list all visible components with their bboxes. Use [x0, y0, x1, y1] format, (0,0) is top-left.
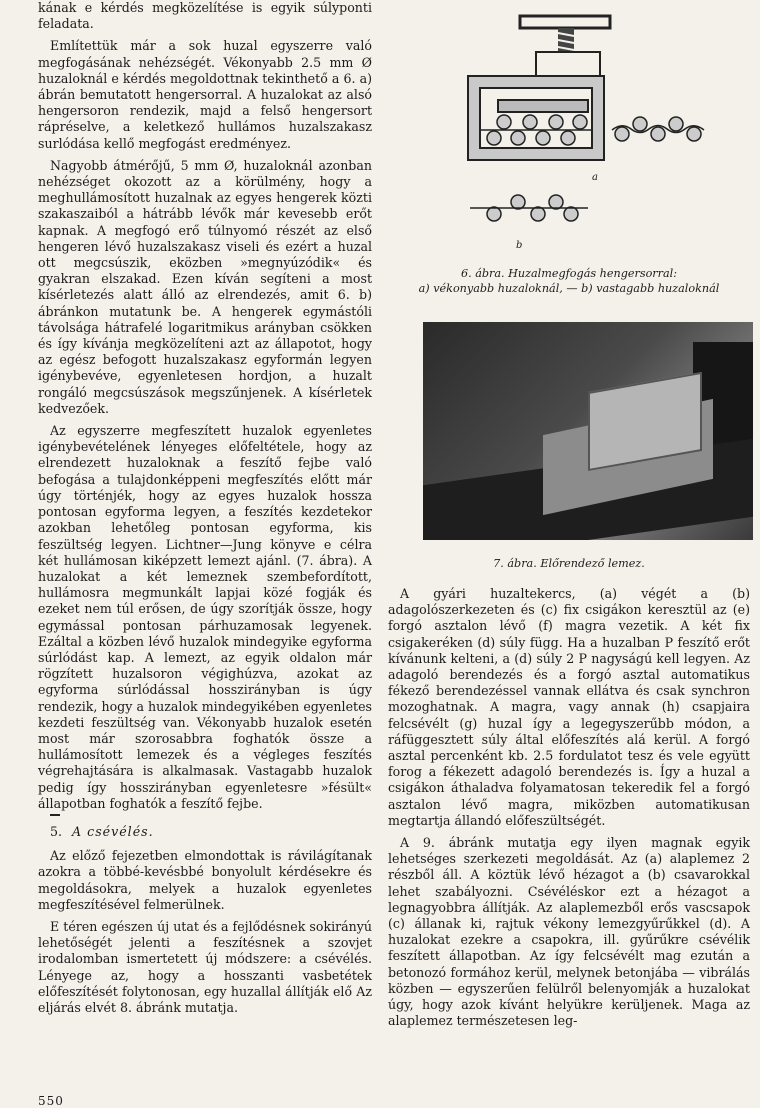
caption-line: a) vékonyabb huzaloknál, — b) vastagabb huzaloknál [418, 282, 720, 295]
pressure-plate [498, 100, 588, 112]
section-heading [38, 824, 372, 840]
paragraph: Az egyszerre megfeszített huzalok egyenletes igénybevételének lényeges előfeltétele, hogy az elrendezett huzaloknak a feszítő fejbe való befogása a tulajdonképpeni megfeszítés előtt már úgy történjék, hogy az egyes huzalok hossza pontosan egyforma legyen, a feszítés kezdetekor azokban lehetőleg pontosan egyforma, kis feszültség legyen. Lichtner—Jung könyve e célra két hullámosan kiképzett lemezt ajánl. (7. ábra). A huzalokat a két lemeznek szembefordított, hullámosra megmunkált lapjai közé fogják és ezeket nem túl erősen, de úgy szorítják össze, hogy egymással pontosan párhuzamosak legyenek. Ezáltal a közben lévő huzalok mindegyike egyforma súrlódást kap. A lemezt, az egyik oldalon már rögzített huzalsoron végighúzva, azokat az egyforma súrlódással hosszirányban is úgy rendezik, hogy a huzalok mindegyikében egyenletes kezdeti feszültség van. Vékonyabb huzalok esetén most már szorosabbra foghatók össze a hullámosított lemezek és a végleges feszítés végrehajtására is alkalmasak. Vastagabb huzalok pedig így hosszirányban egyenletesre »fésült« állapotban foghatók a feszítő fejbe. [38, 423, 372, 811]
paragraph: Nagyobb átmérőjű, 5 mm Ø, huzaloknál azonban nehézséget okozott az a körülmény, hogy a meghullámosított huzalnak az egyes hengerek közti szakaszaiból a hátrább lévők már kevesebb erőt kapnak. A megfogó erő túlnyomó részét az első hengeren lévő huzalszakasz viseli és ezért a huzal ott megcsúszik, eközben »megnyúzódik« és gyakran elszakad. Ezen kíván segíteni a most kísérletezés alatt álló az elrendezés, amit 6. b) ábránkon mutatunk be. A hengerek egymástóli távolsága hátrafelé logaritmikus arányban csökken és így kívánja megközelíteni azt az állapotot, hogy az egész befogott huzalszakasz egyformán legyen igénybevéve, egyenletesen hordjon, a huzalt rongáló megcsúszások megszűnjenek. A kísérletek kedvezőek. [38, 157, 372, 416]
caption-line: 6. ábra. Huzalmegfogás hengersorral: [460, 267, 678, 280]
screw-handle [520, 16, 610, 28]
figure-7-caption: 7. ábra. Előrendező lemez. [493, 557, 645, 570]
right-text-column [388, 586, 750, 1029]
label-a: a [592, 172, 598, 183]
section-divider [50, 814, 60, 816]
section-number: 5. [50, 823, 63, 839]
label-b: b [516, 240, 523, 251]
figure-7-photo [423, 322, 753, 540]
figure-6-caption [388, 266, 750, 296]
paragraph: A 9. ábránk mutatja egy ilyen magnak egyik lehetséges szerkezeti megoldását. Az (a) alaplemez 2 részből áll. A köztük lévő hézagot a (b) csavarokkal lehet szabályozni. Csévéléskor ezt a hézagot a legnagyobbra állítják. Az alaplemezből erős vascsapok (c) állanak ki, rajtuk vékony lemezgyűrűkkel (d). A huzalokat ezekre a csapokra, ill. gyűrűkre csévélik feszített állapotban. Az így felcsévélt mag ezután a betonozó formához kerül, melynek betonjába — vibrálás közben — egyszerűen felülről belenyomják a huzalokat úgy, hogy azok kívánt helyükre kerüljenek. Maga az alaplemez természetesen leg- [388, 835, 750, 1029]
paragraph: A gyári huzaltekercs, (a) végét a (b) adagolószerkezeten és (c) fix csigákon keresztül az (e) forgó asztalon lévő (f) magra vezetik. A két fix csigakeréken (d) súly függ. Ha a huzalban P feszítő erőt kívánunk kelteni, a (d) súly 2 P nagyságú kell legyen. Az adagoló berendezés és a forgó asztal automatikus fékező berendezéssel vannak ellátva és csak synchron mozoghatnak. A magra, vagy annak (h) csapjaira felcsévélt (g) huzal így a legegyszerűbb módon, a ráfüggesztett súly által előfeszítés alá kerül. A forgó asztal percenként kb. 2.5 fordulatot tesz és vele együtt forog a fékezett adagoló berendezés is. Így a huzal a csigákon áthaladva folyamatosan tekeredik fel a forgó asztalon lévő magra, miközben automatikusan megtartja állandó előfeszültségét. [388, 586, 750, 828]
left-text-column [38, 0, 372, 1016]
side-rollers-a [615, 117, 701, 141]
page-number: 550 [38, 1094, 64, 1108]
section-title: A csévélés. [72, 823, 154, 839]
paragraph: kának e kérdés megközelítése is egyik súlyponti feladata. [38, 0, 372, 32]
paragraph: E téren egészen új utat és a fejlődésnek sokirányú lehetőségét jelenti a feszítésnek a szovjet irodalomban ismertetett új módszere: a csévélés. Lényege az, hogy a hosszanti vasbetétek előfeszítését folytonosan, egy huzallal állítják elő Az eljárás elvét 8. ábránk mutatja. [38, 918, 372, 1015]
paragraph: Az előző fejezetben elmondottak is rávilágítanak azokra a többé-kevésbbé bonyolult kérdésekre és megoldásokra, melyek a huzalok egyenletes megfeszítésével felmerülnek. [38, 848, 372, 912]
paragraph: Említettük már a sok huzal egyszerre való megfogásának nehézségét. Vékonyabb 2.5 mm Ø huzaloknál e kérdés megoldottnak tekinthető a 6. a) ábrán bemutatott hengersorral. A huzalokat az alsó hengersoron rendezik, majd a felső hengersort rápréselve, a keletkező hullámos huzalszakasz surlódása kellő megfogást eredményez. [38, 38, 372, 151]
figure-6-diagram [408, 0, 750, 300]
